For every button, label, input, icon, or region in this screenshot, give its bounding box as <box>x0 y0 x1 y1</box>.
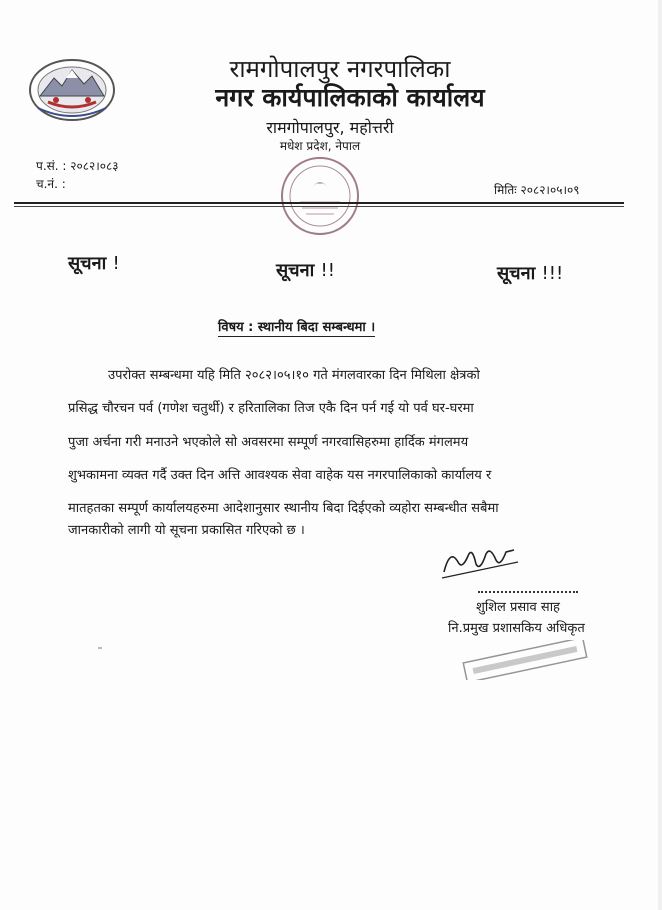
office-province: मधेश प्रदेश, नेपाल <box>279 139 361 153</box>
paper-speck <box>98 647 102 649</box>
notice-mark: !!! <box>541 263 564 284</box>
page-edge-shadow <box>658 0 662 910</box>
body-text-line: पुजा अर्चना गरी मनाउने भएकोले सो अवसरमा सम्पूर्ण नगरवासिहरुमा हार्दिक मंगलमय <box>68 435 469 450</box>
notice-heading-1 <box>68 251 120 275</box>
subject-line: विषय : स्थानीय बिदा सम्बन्धमा । <box>218 317 375 337</box>
signatory-name: शुशिल प्रसाव साह <box>476 600 560 615</box>
notice-word: सूचना <box>276 260 315 281</box>
title-rubber-stamp <box>460 640 590 680</box>
notice-heading-3 <box>497 261 563 285</box>
body-text-line: प्रसिद्ध चौरचन पर्व (गणेश चतुर्थी) र हरितालिका तिज एकै दिन पर्न गई यो पर्व घर-घरमा <box>68 401 474 416</box>
office-seal-stamp <box>270 148 370 244</box>
nepal-emblem-icon <box>26 52 118 124</box>
notice-mark: ! <box>112 253 120 274</box>
signature-line <box>478 591 578 593</box>
body-text-line: मातहतका सम्पूर्ण कार्यालयहरुमा आदेशानुसार स्थानीय बिदा दिईएको व्यहोरा सम्बन्धीत सबैमा <box>68 501 499 516</box>
notice-word: सूचना <box>497 263 536 284</box>
notice-heading-2 <box>276 258 335 282</box>
body-text-line: उपरोक्त सम्बन्धमा यहि मिति २०८२।०५।१० गते मंगलवारका दिन मिथिला क्षेत्रको <box>108 368 480 383</box>
header-divider-thin <box>14 206 624 207</box>
office-name: नगर कार्यपालिकाको कार्यालय <box>215 83 485 112</box>
document-date: मितिः २०८२।०५।०९ <box>494 183 580 197</box>
notice-mark: !! <box>320 260 335 281</box>
header-divider <box>14 202 624 204</box>
notice-word: सूचना <box>68 253 107 274</box>
body-text-line: जानकारीको लागी यो सूचना प्रकासित गरिएको छ । <box>68 523 305 538</box>
office-location: रामगोपालपुर, महोत्तरी <box>266 118 394 137</box>
reference-number: प.सं. : २०८२।०८३ <box>36 159 119 173</box>
signatory-title: नि.प्रमुख प्रशासकिय अधिकृत <box>448 621 585 636</box>
municipality-name: रामगोपालपुर नगरपालिका <box>229 55 451 83</box>
handwritten-signature <box>440 542 520 582</box>
dispatch-number: च.नं. : <box>36 177 66 191</box>
body-text-line: शुभकामना व्यक्त गर्दै उक्त दिन अत्ति आवश्यक सेवा वाहेक यस नगरपालिकाको कार्यालय र <box>68 468 492 483</box>
